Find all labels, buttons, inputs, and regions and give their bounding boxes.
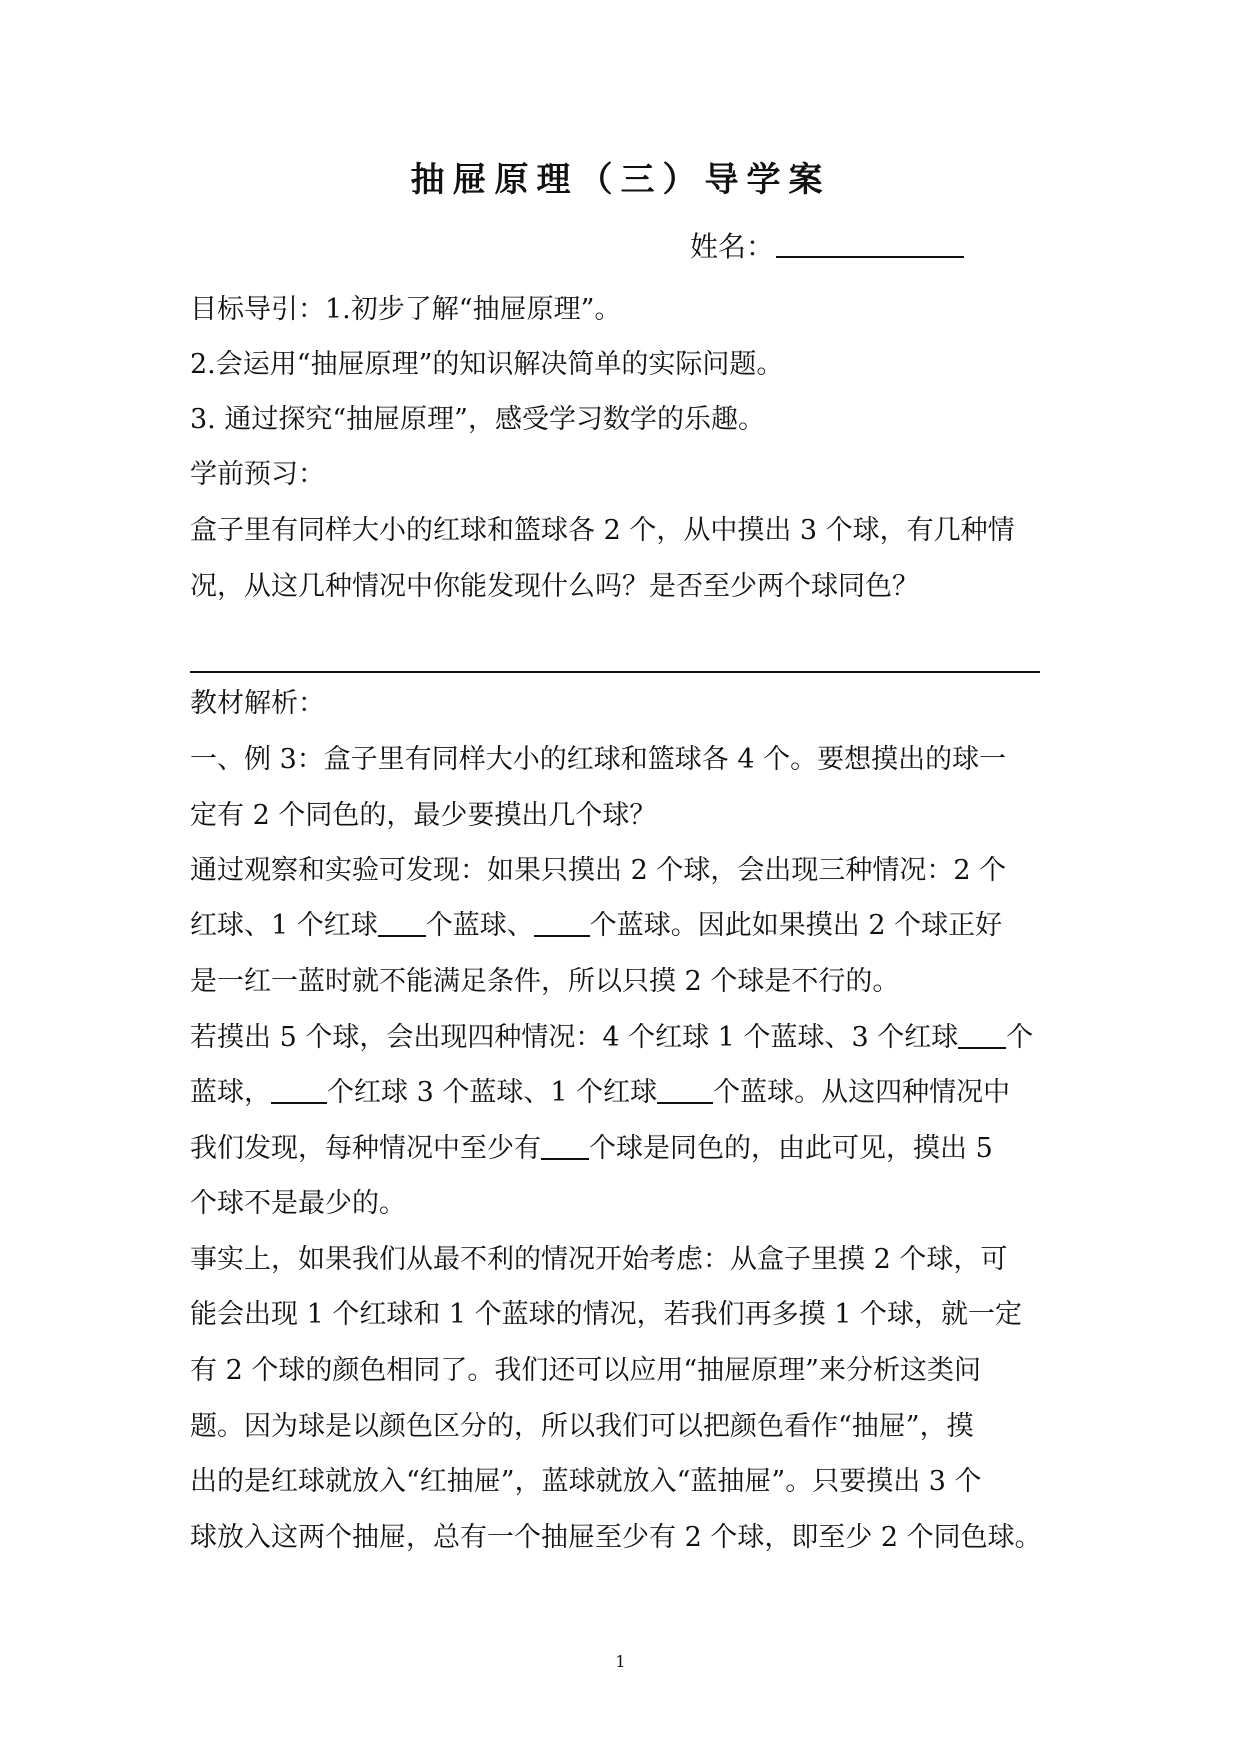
fill-blank[interactable] xyxy=(657,1074,713,1104)
analysis-paragraph-line-2: 能会出现 1 个红球和 1 个蓝球的情况，若我们再多摸 1 个球，就一定 xyxy=(190,1299,1023,1330)
analysis-paragraph-line-3: 有 2 个球的颜色相同了。我们还可以应用“抽屉原理”来分析这类问 xyxy=(190,1355,981,1386)
fill-blank[interactable] xyxy=(378,907,426,937)
five-balls-text-f: 我们发现，每种情况中至少有 xyxy=(190,1133,541,1164)
goal-line-3: 3. 通过探究“抽屉原理”，感受学习数学的乐趣。 xyxy=(190,404,765,435)
analysis-paragraph-line-4: 题。因为球是以颜色区分的，所以我们可以把颜色看作“抽屉”，摸 xyxy=(190,1411,974,1442)
document-title: 抽屉原理（三）导学案 xyxy=(410,160,831,200)
five-balls-text-c: 蓝球， xyxy=(190,1077,271,1108)
name-field-row xyxy=(690,226,964,267)
fill-blank[interactable] xyxy=(958,1019,1006,1049)
name-label: 姓名： xyxy=(690,230,775,263)
observation-text-b: 个蓝球、 xyxy=(425,910,534,941)
goal-line-2: 2.会运用“抽屉原理”的知识解决简单的实际问题。 xyxy=(190,349,784,380)
five-balls-line-1 xyxy=(190,1018,1033,1058)
five-balls-text-d: 个红球 3 个蓝球、1 个红球 xyxy=(327,1077,658,1108)
example-line-2: 定有 2 个同色的，最少要摸出几个球？ xyxy=(190,800,657,831)
preview-question-line-1: 盒子里有同样大小的红球和篮球各 2 个，从中摸出 3 个球，有几种情 xyxy=(190,515,1015,546)
fill-blank[interactable] xyxy=(271,1074,327,1104)
fill-blank[interactable] xyxy=(534,907,590,937)
five-balls-text-g: 个球是同色的，由此可见，摸出 5 xyxy=(589,1133,993,1164)
observation-line-1: 通过观察和实验可发现：如果只摸出 2 个球，会出现三种情况：2 个 xyxy=(190,855,1007,886)
goal-line-1: 目标导引：1.初步了解“抽屉原理”。 xyxy=(190,294,622,325)
five-balls-text-b: 个 xyxy=(1006,1022,1034,1053)
analysis-paragraph-line-5: 出的是红球就放入“红抽屉”，蓝球就放入“蓝抽屉”。只要摸出 3 个 xyxy=(190,1466,982,1497)
five-balls-line-3 xyxy=(190,1129,993,1169)
preview-answer-line[interactable] xyxy=(190,671,1040,673)
preview-heading: 学前预习： xyxy=(190,459,325,490)
five-balls-line-2 xyxy=(190,1073,1010,1113)
observation-line-2 xyxy=(190,906,1002,946)
observation-line-3: 是一红一蓝时就不能满足条件，所以只摸 2 个球是不行的。 xyxy=(190,966,900,997)
five-balls-text-a: 若摸出 5 个球，会出现四种情况：4 个红球 1 个蓝球、3 个红球 xyxy=(190,1022,959,1053)
observation-text-c: 个蓝球。因此如果摸出 2 个球正好 xyxy=(589,910,1003,941)
five-balls-line-4: 个球不是最少的。 xyxy=(190,1188,406,1219)
example-line-1: 一、例 3：盒子里有同样大小的红球和篮球各 4 个。要想摸出的球一 xyxy=(190,744,1007,775)
page-number: 1 xyxy=(615,1652,626,1671)
observation-text-a: 红球、1 个红球 xyxy=(190,910,378,941)
analysis-paragraph-line-1: 事实上，如果我们从最不利的情况开始考虑：从盒子里摸 2 个球，可 xyxy=(190,1244,1008,1275)
five-balls-text-e: 个蓝球。从这四种情况中 xyxy=(713,1077,1011,1108)
fill-blank[interactable] xyxy=(541,1130,589,1160)
analysis-paragraph-line-6: 球放入这两个抽屉，总有一个抽屉至少有 2 个球，即至少 2 个同色球。 xyxy=(190,1522,1042,1553)
name-blank[interactable] xyxy=(776,226,964,258)
preview-question-line-2: 况，从这几种情况中你能发现什么吗？是否至少两个球同色？ xyxy=(190,571,919,602)
analysis-heading: 教材解析： xyxy=(190,688,325,719)
